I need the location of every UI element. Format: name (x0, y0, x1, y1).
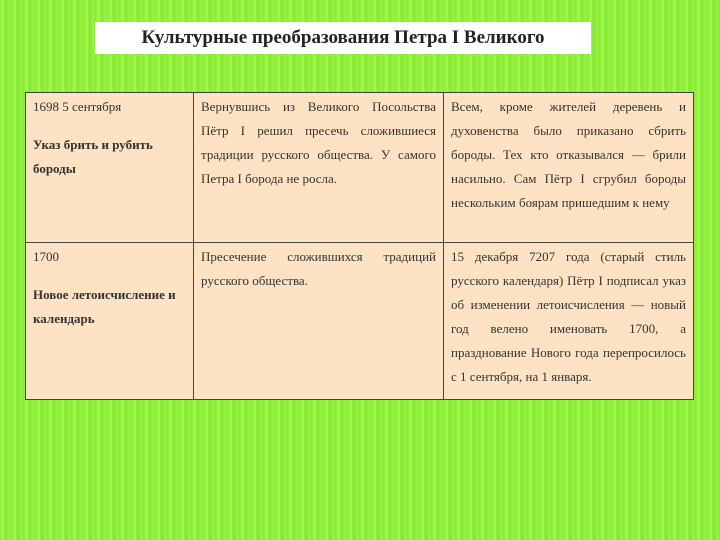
cell-goal: Вернувшись из Великого Посольства Пётр I решил пресечь сложившиеся традиции русского общества. У самого Петра I борода не росла. (194, 93, 444, 243)
reforms-table (25, 92, 694, 400)
cell-details: 15 декабря 7207 года (старый стиль русского календаря) Пётр I подписал указ об изменении летоисчисления — новый год велено именовать 1700, а празднование Нового года перепросилось с 1 сентября, на 1 января. (444, 243, 694, 400)
date-text: 1698 5 сентября (33, 99, 122, 114)
table-row (26, 93, 694, 243)
date-text: 1700 (33, 249, 59, 264)
table-row (26, 243, 694, 400)
event-text: Новое летоисчисление и календарь (33, 287, 176, 326)
cell-date-event (26, 243, 194, 400)
title-box (95, 22, 591, 54)
cell-date-event (26, 93, 194, 243)
cell-details: Всем, кроме жителей деревень и духовенства было приказано сбрить бороды. Тех кто отказывался — брили насильно. Сам Пётр I сгрубил бороды нескольким боярам пришедшим к нему (444, 93, 694, 243)
cell-goal: Пресечение сложившихся традиций русского общества. (194, 243, 444, 400)
event-text: Указ брить и рубить бороды (33, 137, 153, 176)
page-title: Культурные преобразования Петра I Великого (141, 27, 545, 48)
